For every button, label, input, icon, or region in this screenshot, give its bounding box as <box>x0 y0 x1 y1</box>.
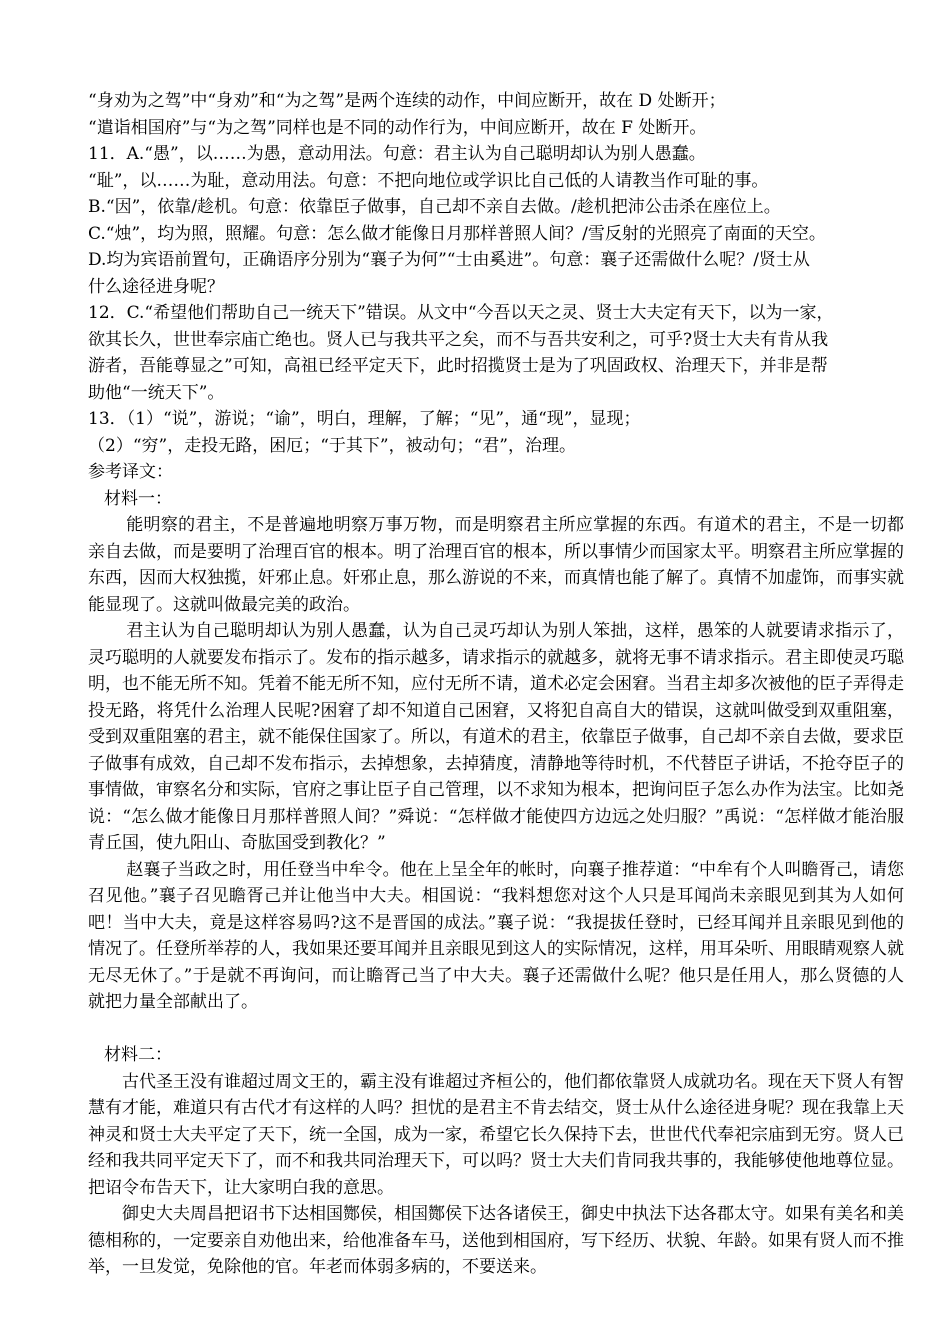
answer-13-1: 13．（1）“说”，游说；“谕”，明白，理解，了解；“见”，通“现”，显现； <box>88 409 641 429</box>
answer-12-cont: 游者，吾能尊显之”可知，高祖已经平定天下，此时招揽贤士是为了巩固政权、治理天下，并非是帮 <box>88 356 828 376</box>
translation-heading: 参考译文： <box>88 462 173 482</box>
material-1-paragraph-3: 赵襄子当政之时，用任登当中牟令。他在上呈全年的帐时，向襄子推荐道：“中牟有个人叫瞻胥己，请您召见他。”襄子召见瞻胥己并让他当中大夫。相国说：“我料想您对这个人只是耳闻尚未亲眼见到其为人如何吧！当中大夫，竟是这样容易吗?这不是晋国的成法。”襄子说：“我提拔任登时，已经耳闻并且亲眼见到他的情况了。任登所举荐的人，我如果还要耳闻并且亲眼见到这人的实际情况，这样，用耳朵听、用眼睛观察人就无尽无休了。”于是就不再询问，而让瞻胥己当了中大夫。襄子还需做什么呢？他只是任用人，那么贤德的人就把力量全部献出了。 <box>88 859 904 1012</box>
spacer <box>88 1016 904 1043</box>
answer-11-d: D.均为宾语前置句，正确语序分别为“襄子为何”“士由奚进”。句意：襄子还需做什么呢？/贤士从 <box>88 250 810 270</box>
answer-13-2: （2）“穷”，走投无路，困厄；“于其下”，被动句；“君”，治理。 <box>88 435 576 456</box>
material-1-title: 材料一： <box>104 488 172 509</box>
answer-12-cont: 助他“一统天下”。 <box>88 382 225 403</box>
analysis-line: “身劝为之驾”中“身劝”和“为之驾”是两个连续的动作，中间应断开，故在 D 处断开； <box>88 91 726 111</box>
answer-12: 12．C.“希望他们帮助自己一统天下”错误。从文中“今吾以天之灵、贤士大夫定有天下，以为一家， <box>88 303 834 323</box>
material-1-paragraph-2: 君主认为自己聪明却认为别人愚蠢，认为自己灵巧却认为别人笨拙，这样，愚笨的人就要请求指示了，灵巧聪明的人就要发布指示了。发布的指示越多，请求指示的就越多，就将无事不请求指示。君主即使灵巧聪明，也不能无所不知。凭着不能无所不知，应付无所不请，道术必定会困窘。当君主却多次被他的臣子弄得走投无路，将凭什么治理人民呢?困窘了却不知道自己困窘，又将犯自高自大的错误，这就叫做受到双重阻塞，受到双重阻塞的君主，就不能保住国家了。所以，有道术的君主，依靠臣子做事，自己却不亲自去做，要求臣子做事有成效，自己却不发布指示，去掉想象，去掉猜度，清静地等待时机，不代替臣子讲话，不抢夺臣子的事情做，审察名分和实际，官府之事让臣子自己管理，以不求知为根本，把询问臣子怎么办作为法宝。比如尧说：“怎么做才能像日月那样普照人间？”舜说：“怎样做才能使四方边远之处归服？”禹说：“怎样做才能治服青丘国，使九阳山、奇肱国受到教化？” <box>88 621 904 853</box>
analysis-line: “遣诣相国府”与“为之驾”同样也是不同的动作行为，中间应断开，故在 F 处断开。 <box>88 117 707 138</box>
material-2-paragraph-2: 御史大夫周昌把诏书下达相国酂侯，相国酂侯下达各诸侯王，御史中执法下达各郡太守。如果有美名和美德相称的，一定要亲自劝他出来，给他准备车马，送他到相国府，写下经历、状貌、年龄。如果有贤人而不推举，一旦发觉，免除他的官。年老而体弱多病的，不要送来。 <box>88 1204 904 1277</box>
material-2-title: 材料二： <box>104 1045 172 1065</box>
answer-11-d-cont: 什么途径进身呢？ <box>88 276 224 297</box>
answer-11-b: B.“因”，依靠/趁机。句意：依靠臣子做事，自己却不亲自去做。/趁机把沛公击杀在座位上。 <box>88 197 781 217</box>
answer-11-a-cont: “耻”，以……为耻，意动用法。句意：不把向地位或学识比自己低的人请教当作可耻的事。 <box>88 170 769 191</box>
material-1-paragraph-1: 能明察的君主，不是普遍地明察万事万物，而是明察君主所应掌握的东西。有道术的君主，不是一切都亲自去做，而是要明了治理百官的根本。明了治理百官的根本，所以事情少而国家太平。明察君主所应掌握的东西，因而大权独揽，奸邪止息。奸邪止息，那么游说的不来，而真情也能了解了。真情不加虚饰，而事实就能显现了。这就叫做最完美的政治。 <box>88 515 904 615</box>
document-page <box>88 88 904 1281</box>
answer-11-c: C.“烛”，均为照，照耀。句意：怎么做才能像日月那样普照人间？/雪反射的光照亮了南面的天空。 <box>88 223 826 244</box>
answer-11-a: 11．A.“愚”，以……为愚，意动用法。句意：君主认为自己聪明却认为别人愚蠢。 <box>88 144 706 164</box>
answer-12-cont: 欲其长久，世世奉宗庙亡绝也。贤人已与我共平之矣，而不与吾共安利之，可乎?贤士大夫有肯从我 <box>88 329 829 350</box>
material-2-paragraph-1: 古代圣王没有谁超过周文王的，霸主没有谁超过齐桓公的，他们都依靠贤人成就功名。现在天下贤人有智慧有才能，难道只有古代才有这样的人吗？担忧的是君主不肯去结交，贤士从什么途径进身呢？现在我靠上天神灵和贤士大夫平定了天下，统一全国，成为一家，希望它长久保持下去，世世代代奉祀宗庙到无穷。贤人已经和我共同平定天下了，而不和我共同治理天下，可以吗？贤士大夫们肯同我共事的，我能够使他地尊位显。把诏令布告天下，让大家明白我的意思。 <box>88 1071 904 1198</box>
